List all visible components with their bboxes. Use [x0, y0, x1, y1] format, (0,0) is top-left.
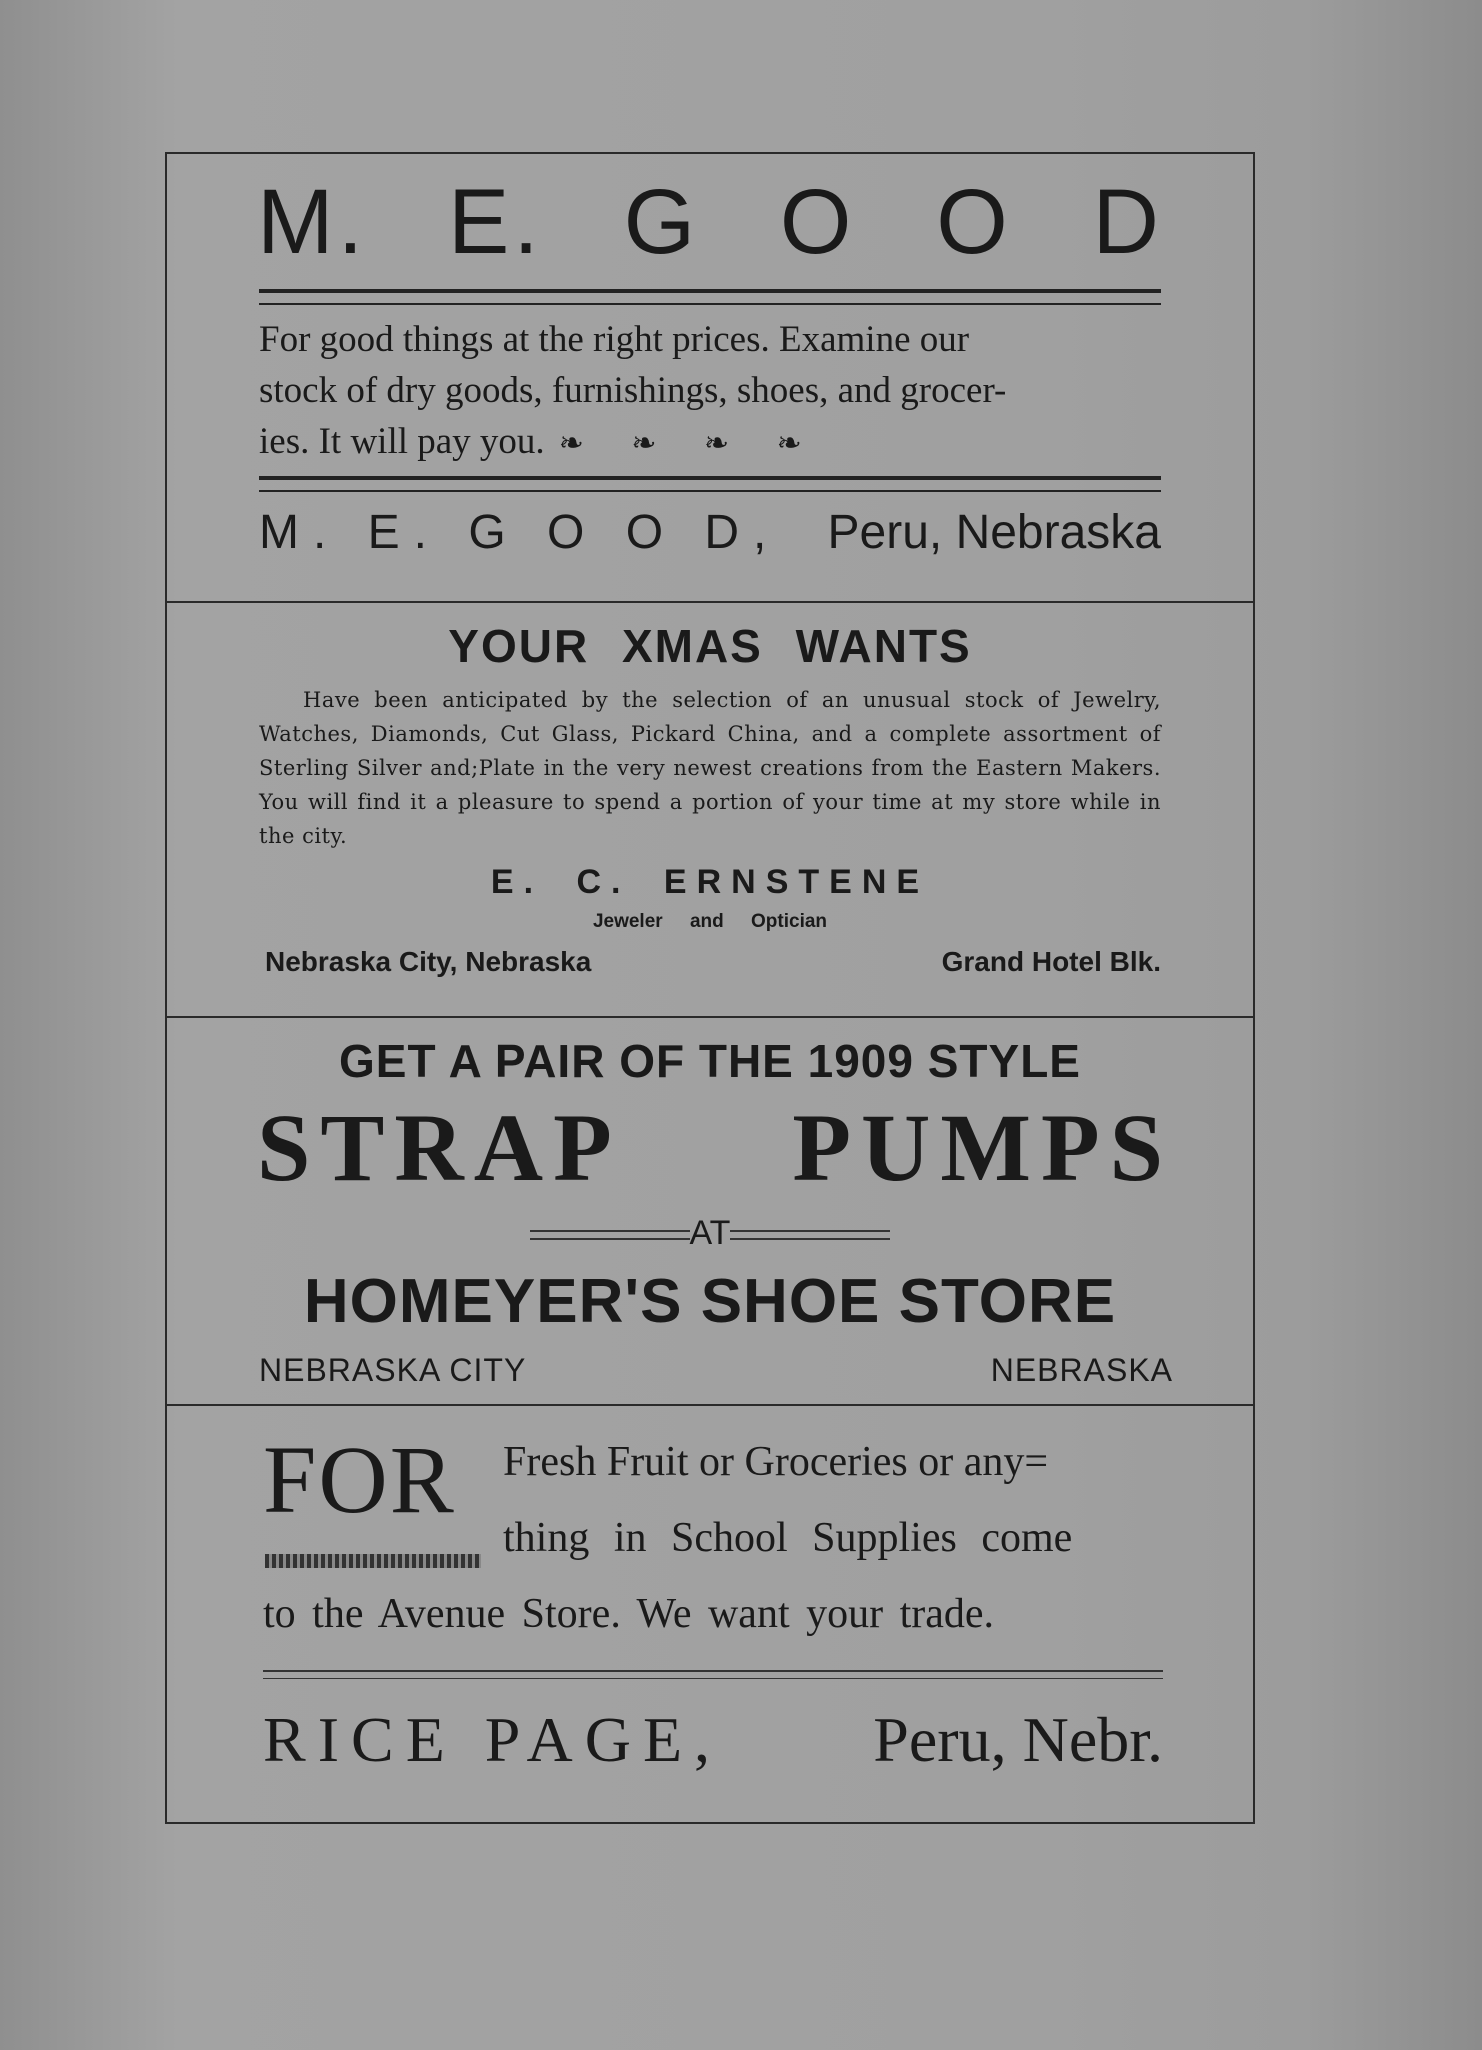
dash-rule — [530, 1230, 690, 1240]
signature-name: RICE PAGE, — [263, 1704, 723, 1775]
me-good-text — [259, 314, 1161, 469]
xmas-heading: YOUR XMAS WANTS — [448, 620, 972, 672]
headline-letter: D — [1092, 171, 1163, 273]
headline-letter: M. — [257, 171, 368, 273]
shoe-tagline: GET A PAIR OF THE 1909 STYLE — [339, 1035, 1081, 1087]
jeweler-address — [265, 946, 1161, 978]
dash-rule — [730, 1230, 890, 1240]
me-good-signature — [259, 506, 1161, 559]
text-line: stock of dry goods, furnishings, shoes, and grocer- — [259, 370, 1007, 411]
headline-letter: O — [936, 171, 1012, 273]
shoe-store-location — [259, 1352, 1173, 1389]
strap-pumps-headline — [257, 1094, 1173, 1201]
text-line: For good things at the right prices. Examine our — [259, 319, 970, 360]
ad-homeyer — [167, 1016, 1253, 1404]
headline-word: PUMPS — [792, 1094, 1173, 1201]
headline-word: STRAP — [257, 1094, 622, 1201]
xmas-paragraph: Have been anticipated by the selection of an unusual stock of Jewelry, Watches, Diamonds, Cut Glass, Pickard China, and a complete assortment of Sterling Silver and;Plate in the very newest creations from the Eastern Makers. You will find it a pleasure to spend a portion of your time at my store while in the city. — [259, 688, 1161, 848]
ad-rice-page — [167, 1404, 1253, 1824]
text-line — [259, 416, 1161, 469]
advertisement-frame — [165, 152, 1255, 1824]
text-line-content: ies. It will pay you. — [259, 421, 545, 462]
for-underline — [265, 1554, 481, 1568]
jeweler-name: E. C. ERNSTENE — [490, 863, 930, 901]
at-text: AT — [689, 1214, 731, 1252]
signature-place: Peru, Nebraska — [827, 506, 1161, 559]
headline-letter: E. — [447, 171, 543, 273]
at-line — [167, 1216, 1253, 1250]
double-rule — [259, 476, 1161, 492]
double-rule — [263, 1670, 1163, 1679]
shoe-store-state: NEBRASKA — [990, 1352, 1173, 1388]
avenue-text-line: to the Avenue Store. We want your trade. — [263, 1591, 995, 1637]
avenue-text-line: thing in School Supplies come — [503, 1515, 1073, 1561]
ad-me-good — [167, 154, 1253, 601]
rice-page-signature — [263, 1704, 1163, 1775]
signature-name: M. E. G O O D, — [259, 506, 781, 559]
avenue-text-line: Fresh Fruit or Groceries or any= — [503, 1439, 1049, 1485]
for-initial: FOR — [263, 1426, 456, 1533]
ad-ernstene — [167, 601, 1253, 1016]
double-rule — [259, 289, 1161, 305]
headline-letter: O — [779, 171, 856, 273]
shoe-store-city: NEBRASKA CITY — [259, 1352, 527, 1388]
signature-place: Peru, Nebr. — [873, 1704, 1163, 1775]
me-good-headline — [257, 171, 1163, 273]
ornaments: ❧ ❧ ❧ ❧ — [558, 427, 822, 460]
jeweler-title: Jeweler and Optician — [592, 911, 828, 932]
shoe-store-name: HOMEYER'S SHOE STORE — [303, 1267, 1117, 1336]
jeweler-street: Grand Hotel Blk. — [941, 946, 1161, 977]
jeweler-city: Nebraska City, Nebraska — [265, 946, 592, 977]
headline-letter: G — [623, 171, 700, 273]
